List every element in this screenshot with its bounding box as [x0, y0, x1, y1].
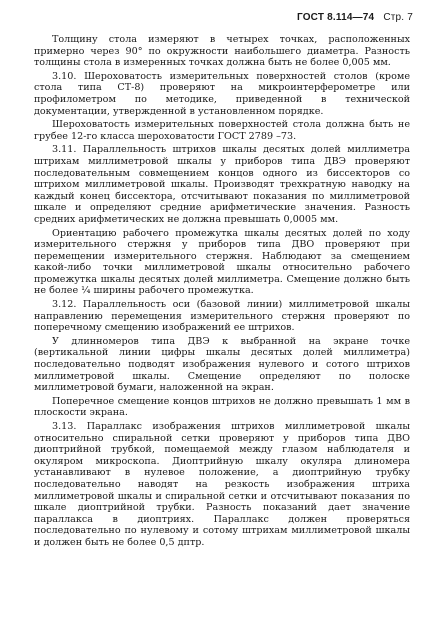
paragraph-offset: Поперечное смещение концов штрихов не должно превышать 1 мм в плоскости экрана. [34, 395, 410, 419]
paragraph-3-13: 3.13. Параллакс изображения штрихов миллиметровой шкалы относительно спиральной сетки проверяют у приборов типа ДВО диоптрийной трубкой, помещаемой между глазом наблюдателя и окуляром микроскопа. Диоптрийную шкалу окуляра длиномера устанавливают в нулевое положение, а диоптрийную трубку последовательно наводят на резкость изображения штриха миллиметровой шкалы и спиральной сетки и отсчитывают показания по шкале диоптрийной трубки. Разность показаний дает значение параллакса в диоптриях. Параллакс должен проверяться последовательно по нулевому и сотому штрихам миллиметровой шкалы и должен быть не более 0,5 дптр. [34, 421, 410, 548]
paragraph-roughness: Шероховатость измерительных поверхностей стола должна быть не грубее 12-го класса шероховатости ГОСТ 2789 –73. [34, 119, 410, 142]
paragraph-orientation: Ориентацию рабочего промежутка шкалы десятых долей по ходу измерительного стержня у приборов типа ДВО проверяют при перемещении измерительного стержня. Наблюдают за смещением какой-либо точки миллиметровой шкалы относительно рабочего промежутка шкалы десятых долей миллиметра. Смещение должно быть не более ¼ ширины рабочего промежутка. [34, 227, 410, 297]
paragraph-3-12: 3.12. Параллельность оси (базовой линии) миллиметровой шкалы направлению перемещения измерительного стержня проверяют по поперечному смещению изображений ее штрихов. [34, 299, 410, 334]
body-text [34, 34, 410, 551]
paragraph-dve: У длинномеров типа ДВЭ к выбранной на экране точке (вертикальной линии цифры шкалы десятых долей миллиметра) последовательно подводят изображения нулевого и сотого штрихов миллиметровой шкалы. Смещение определяют по полоске миллиметровой бумаги, наложенной на экран. [34, 335, 410, 394]
paragraph-3-10: 3.10. Шероховатость измерительных поверхностей столов (кроме стола типа СТ-8) проверяют на микроинтерферометре или профилометром по методике, приведенной в технической документации, утвержденной в установленном порядке. [34, 70, 410, 117]
paragraph-thickness: Толщину стола измеряют в четырех точках, расположенных примерно через 90° по окружности наибольшего диаметра. Разность толщины стола в измеренных точках должна быть не более 0,005 мм. [34, 34, 410, 69]
standard-code: ГОСТ 8.114—74 [296, 12, 375, 23]
paragraph-3-11: 3.11. Параллельность штрихов шкалы десятых долей миллиметра штрихам миллиметровой шкалы у приборов типа ДВЭ проверяют последовательным совмещением концов одного из биссекторов со штрихом миллиметровой шкалы. Производят трехкратную наводку на каждый конец биссектора, отсчитывают показания по миллиметровой шкале и определяют средние арифметические значения. Разность средних арифметических не должна превышать 0,0005 мм. [34, 144, 410, 225]
page-number: Стр. 7 [383, 12, 413, 23]
page-header [297, 12, 413, 23]
